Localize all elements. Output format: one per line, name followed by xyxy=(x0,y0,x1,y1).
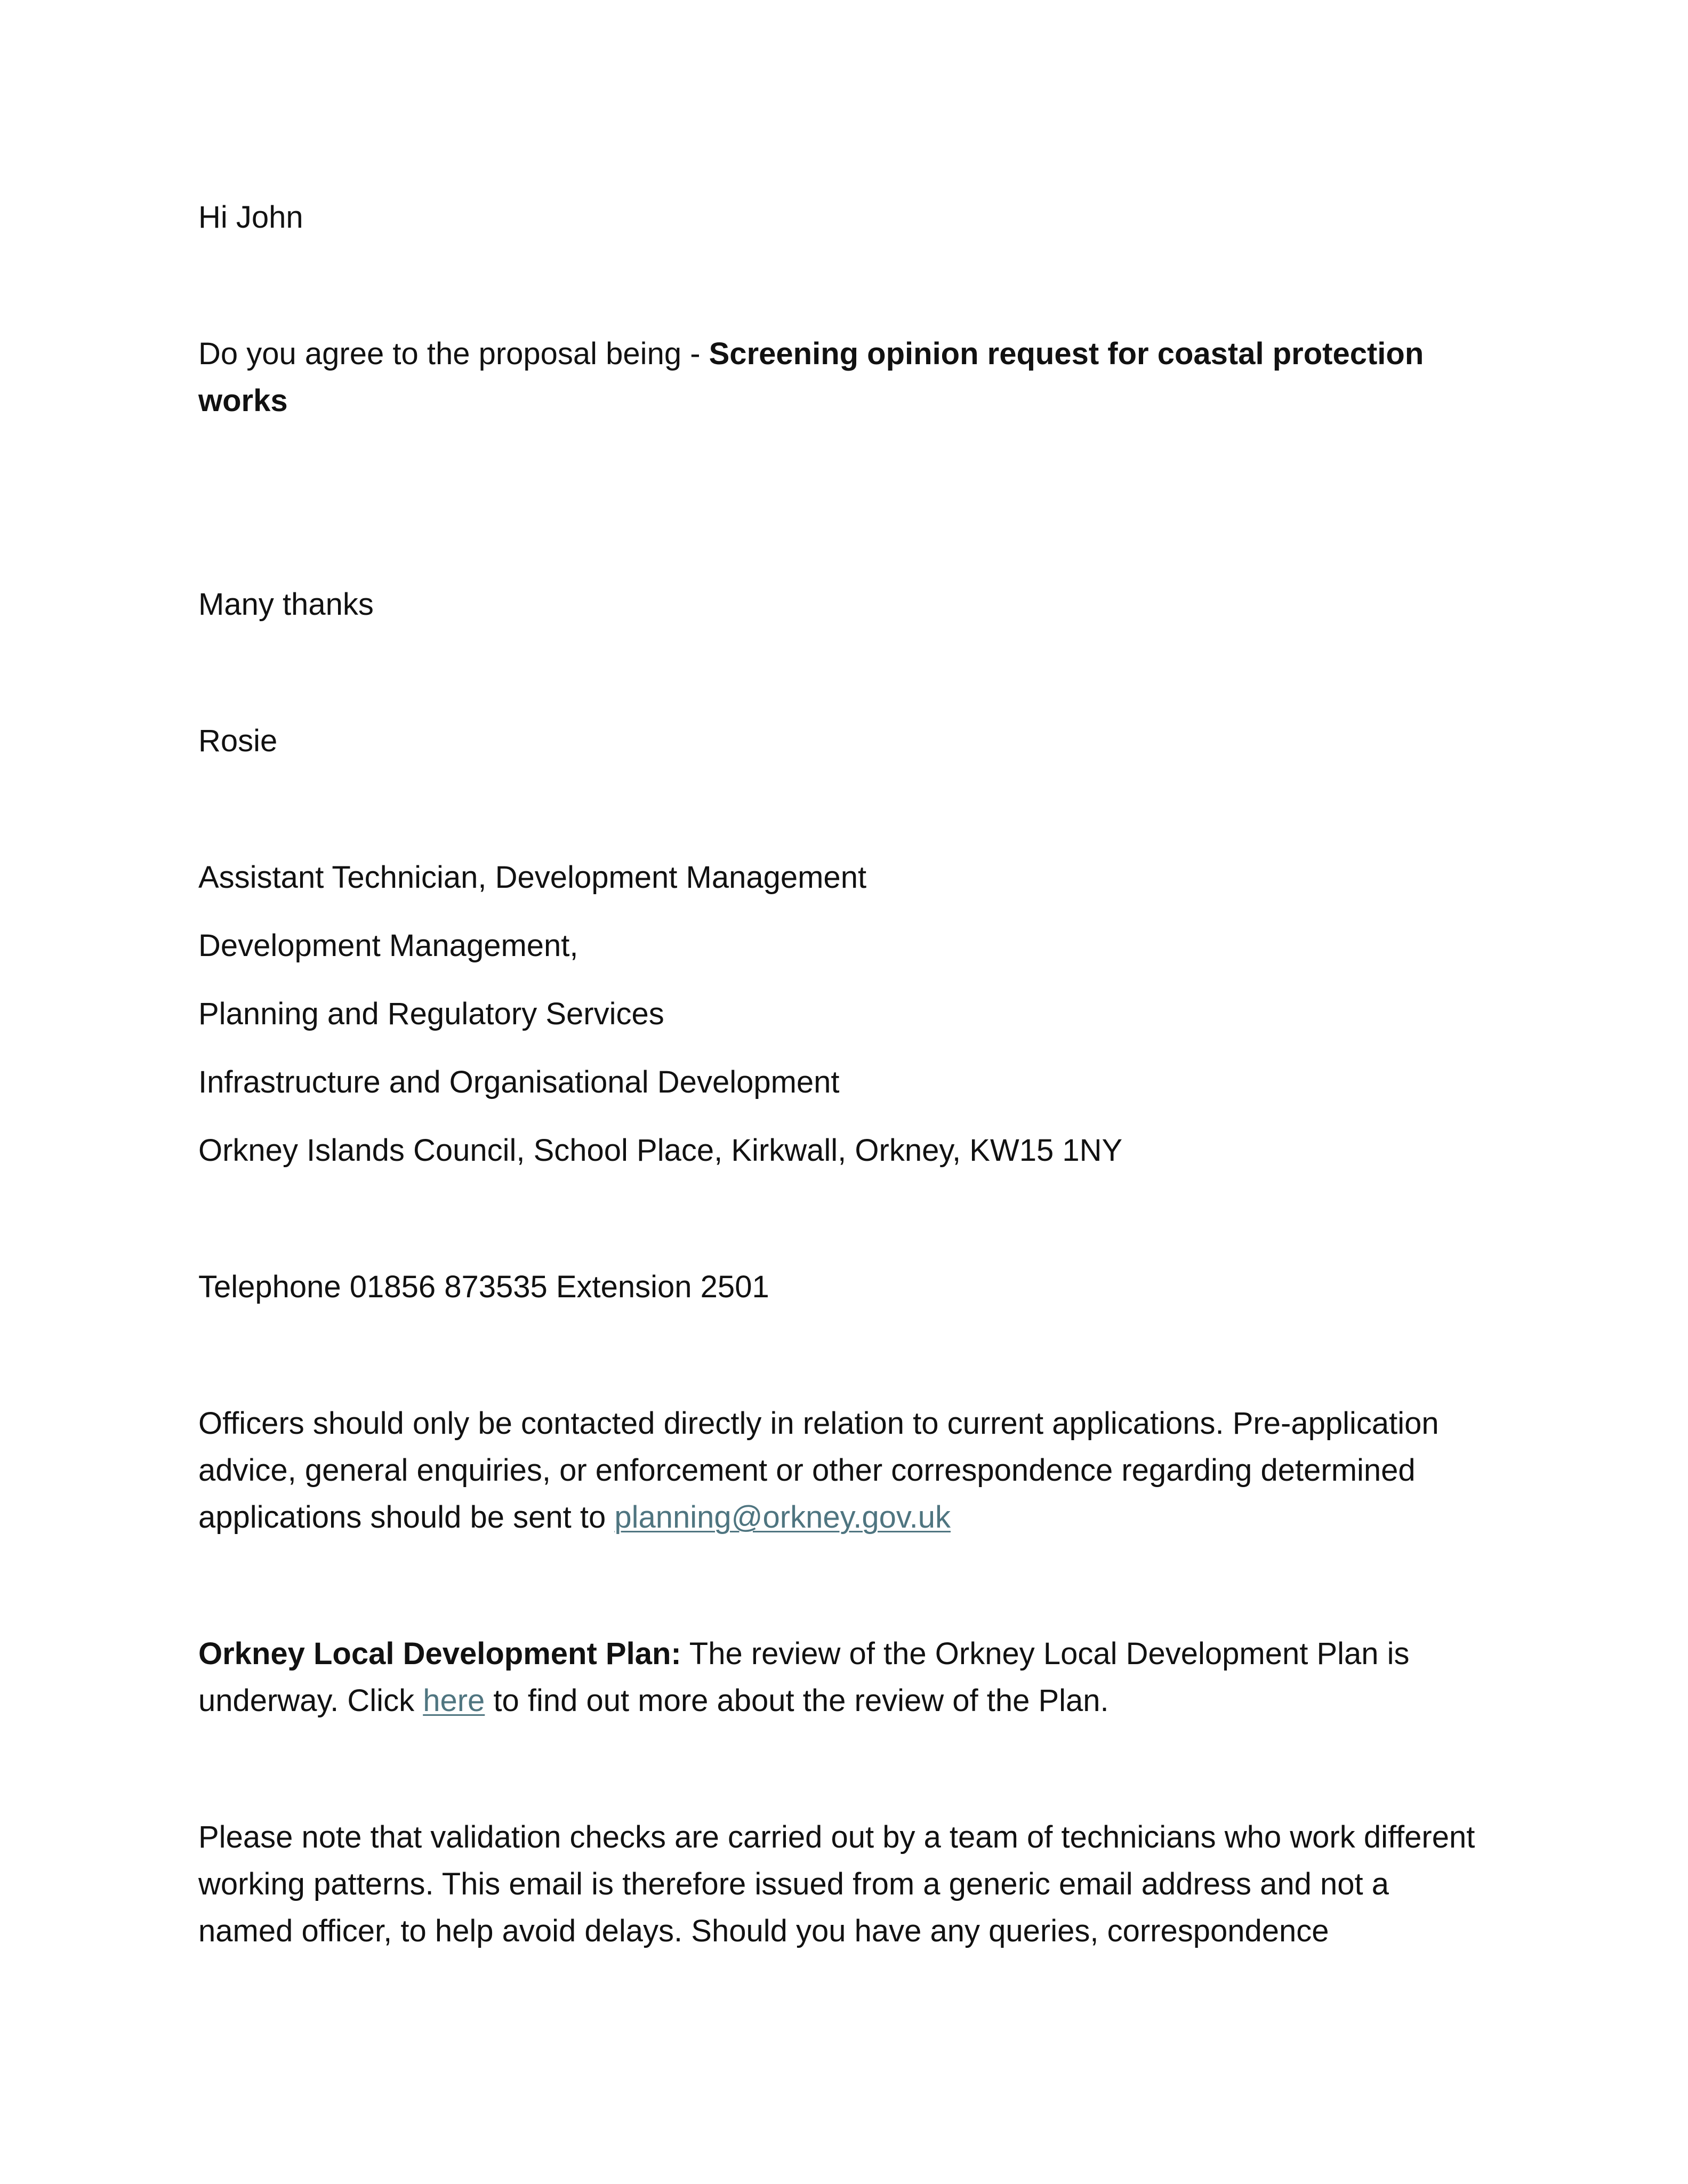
signature-address: Orkney Islands Council, School Place, Kirkwall, Orkney, KW15 1NY xyxy=(198,1133,1123,1168)
proposal-prefix: Do you agree to the proposal being - xyxy=(198,336,709,371)
greeting: Hi John xyxy=(198,200,303,235)
proposal-paragraph xyxy=(198,331,1489,424)
signature-directorate: Infrastructure and Organisational Development xyxy=(198,1065,840,1099)
proposal-title: Screening opinion request for coastal protection works xyxy=(198,336,1424,418)
officers-note-text: Officers should only be contacted directly in relation to current applications. Pre-application advice, general enquiries, or enforcement or other correspondence regarding determined applications should be sent to xyxy=(198,1406,1439,1535)
officers-note xyxy=(198,1400,1489,1541)
closing-line: Many thanks xyxy=(198,587,374,622)
signature-section: Development Management, xyxy=(198,928,578,963)
ldp-note xyxy=(198,1631,1489,1724)
ldp-text-after-link: to find out more about the review of the Plan. xyxy=(485,1683,1109,1718)
ldp-label: Orkney Local Development Plan: xyxy=(198,1636,681,1671)
telephone-line: Telephone 01856 873535 Extension 2501 xyxy=(198,1270,769,1304)
ldp-text-before-link: The review of the Orkney Local Development Plan is underway. Click xyxy=(198,1636,1410,1718)
signature-job-title: Assistant Technician, Development Management xyxy=(198,860,867,895)
planning-email-link[interactable]: planning@orkney.gov.uk xyxy=(614,1500,951,1535)
signature-department: Planning and Regulatory Services xyxy=(198,997,664,1031)
signature-name: Rosie xyxy=(198,724,278,758)
ldp-review-link[interactable]: here xyxy=(423,1683,485,1718)
validation-note: Please note that validation checks are carried out by a team of technicians who work different working patterns. This email is therefore issued from a generic email address and not a named officer, to help avoid delays. Should you have any queries, correspondence xyxy=(198,1820,1475,1948)
